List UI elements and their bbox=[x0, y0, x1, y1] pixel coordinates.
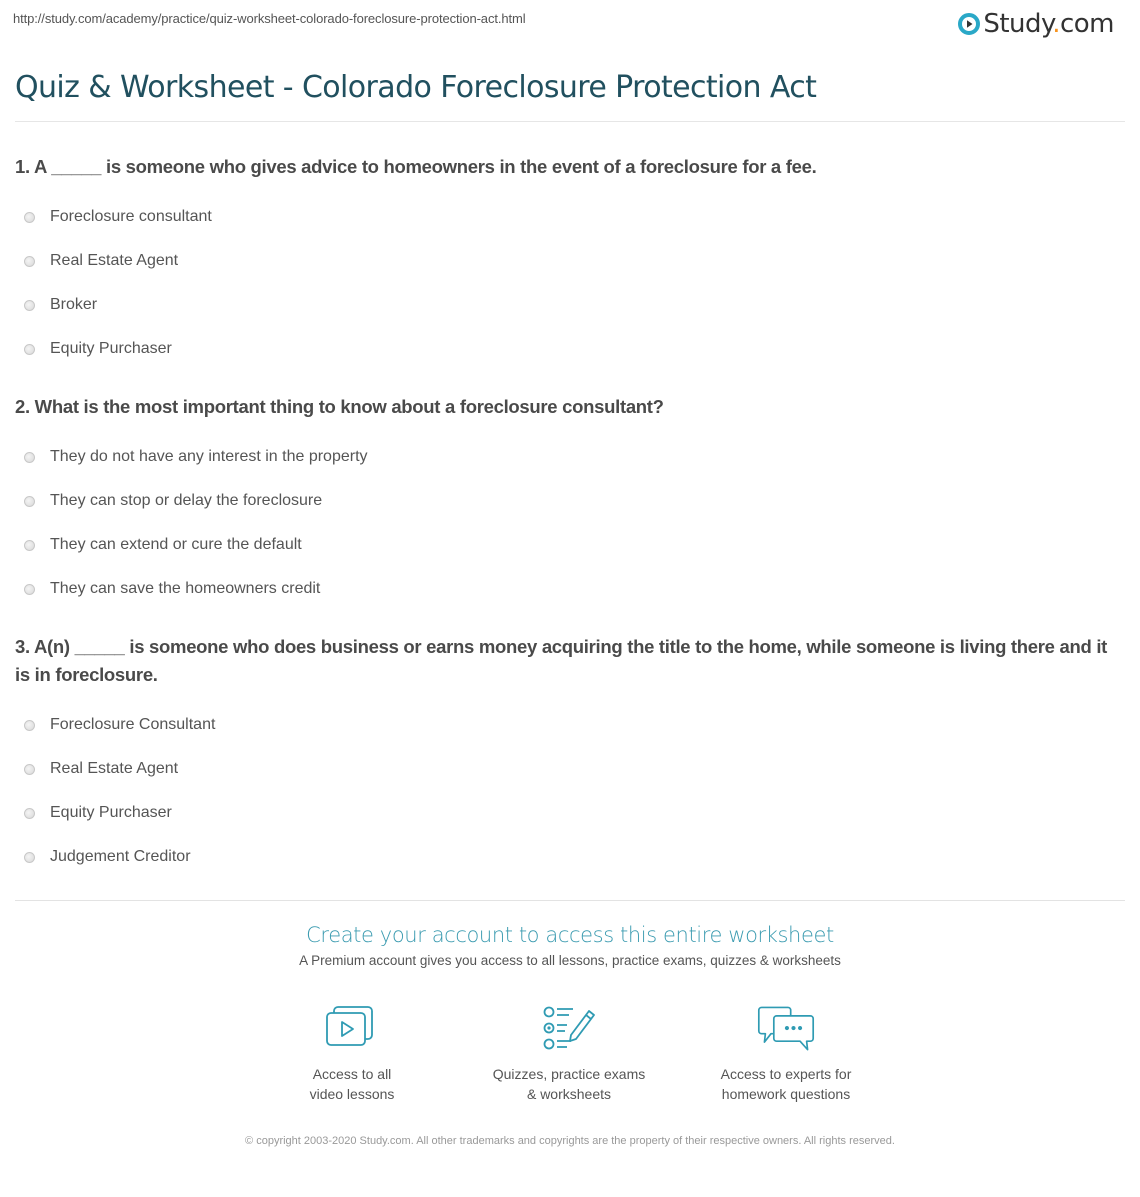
radio-button[interactable] bbox=[24, 344, 35, 355]
study-logo[interactable] bbox=[957, 8, 1114, 40]
option-label: Equity Purchaser bbox=[50, 340, 172, 357]
option-label: They do not have any interest in the property bbox=[50, 448, 368, 465]
quiz-checklist-icon bbox=[539, 1003, 599, 1055]
question-text: 1. A _____ is someone who gives advice to homeowners in the event of a foreclosure for a fee. bbox=[15, 156, 817, 177]
feature-experts bbox=[686, 1003, 886, 1104]
premium-description: A Premium account gives you access to all lessons, practice exams, quizzes & worksheets bbox=[299, 953, 841, 968]
option-label: They can extend or cure the default bbox=[50, 536, 302, 553]
question-3 bbox=[15, 633, 1125, 879]
option-label: Foreclosure consultant bbox=[50, 208, 212, 225]
page-title: Quiz & Worksheet - Colorado Foreclosure Protection Act bbox=[15, 70, 817, 105]
radio-button[interactable] bbox=[24, 852, 35, 863]
option-label: Equity Purchaser bbox=[50, 804, 172, 821]
play-circle-icon bbox=[957, 12, 981, 36]
option-label: Real Estate Agent bbox=[50, 252, 179, 269]
radio-button[interactable] bbox=[24, 452, 35, 463]
answer-options bbox=[15, 195, 1125, 371]
answer-option[interactable] bbox=[15, 327, 1125, 371]
answer-option[interactable] bbox=[15, 479, 1125, 523]
answer-option[interactable] bbox=[15, 283, 1125, 327]
answer-options bbox=[15, 703, 1125, 879]
answer-option[interactable] bbox=[15, 523, 1125, 567]
radio-button[interactable] bbox=[24, 256, 35, 267]
radio-button[interactable] bbox=[24, 720, 35, 731]
radio-button[interactable] bbox=[24, 764, 35, 775]
divider bbox=[15, 900, 1125, 901]
answer-option[interactable] bbox=[15, 567, 1125, 611]
radio-button[interactable] bbox=[24, 584, 35, 595]
answer-options bbox=[15, 435, 1125, 611]
option-label: They can stop or delay the foreclosure bbox=[50, 492, 323, 509]
divider bbox=[15, 121, 1125, 122]
radio-button[interactable] bbox=[24, 212, 35, 223]
copyright-notice: © copyright 2003-2020 Study.com. All other trademarks and copyrights are the property of their respective owners. All rights reserved. bbox=[245, 1135, 895, 1147]
radio-button[interactable] bbox=[24, 540, 35, 551]
chat-bubbles-icon bbox=[756, 1003, 816, 1055]
page-url: http://study.com/academy/practice/quiz-worksheet-colorado-foreclosure-protection-act.html bbox=[13, 11, 526, 26]
radio-button[interactable] bbox=[24, 300, 35, 311]
answer-option[interactable] bbox=[15, 239, 1125, 283]
radio-button[interactable] bbox=[24, 808, 35, 819]
option-label: Broker bbox=[50, 296, 98, 313]
question-1 bbox=[15, 153, 1125, 371]
question-text: 3. A(n) _____ is someone who does business or earns money acquiring the title to the home, while someone is living there and it is in foreclosure. bbox=[15, 636, 1108, 685]
answer-option[interactable] bbox=[15, 835, 1125, 879]
answer-option[interactable] bbox=[15, 435, 1125, 479]
answer-option[interactable] bbox=[15, 747, 1125, 791]
feature-label: Access to experts for homework questions bbox=[720, 1066, 852, 1102]
answer-option[interactable] bbox=[15, 195, 1125, 239]
video-lessons-icon bbox=[322, 1003, 382, 1055]
feature-label: Quizzes, practice exams & worksheets bbox=[492, 1066, 646, 1102]
feature-video-lessons bbox=[252, 1003, 452, 1104]
option-label: Real Estate Agent bbox=[50, 760, 179, 777]
question-2 bbox=[15, 393, 1125, 611]
answer-option[interactable] bbox=[15, 703, 1125, 747]
logo-text: Study.com bbox=[983, 9, 1114, 39]
create-account-link[interactable]: Create your account to access this entire worksheet bbox=[306, 923, 834, 947]
option-label: Judgement Creditor bbox=[50, 848, 191, 865]
option-label: Foreclosure Consultant bbox=[50, 716, 216, 733]
option-label: They can save the homeowners credit bbox=[50, 580, 321, 597]
feature-label: Access to all video lessons bbox=[309, 1066, 395, 1102]
answer-option[interactable] bbox=[15, 791, 1125, 835]
feature-quizzes bbox=[469, 1003, 669, 1104]
radio-button[interactable] bbox=[24, 496, 35, 507]
question-text: 2. What is the most important thing to know about a foreclosure consultant? bbox=[15, 396, 664, 417]
